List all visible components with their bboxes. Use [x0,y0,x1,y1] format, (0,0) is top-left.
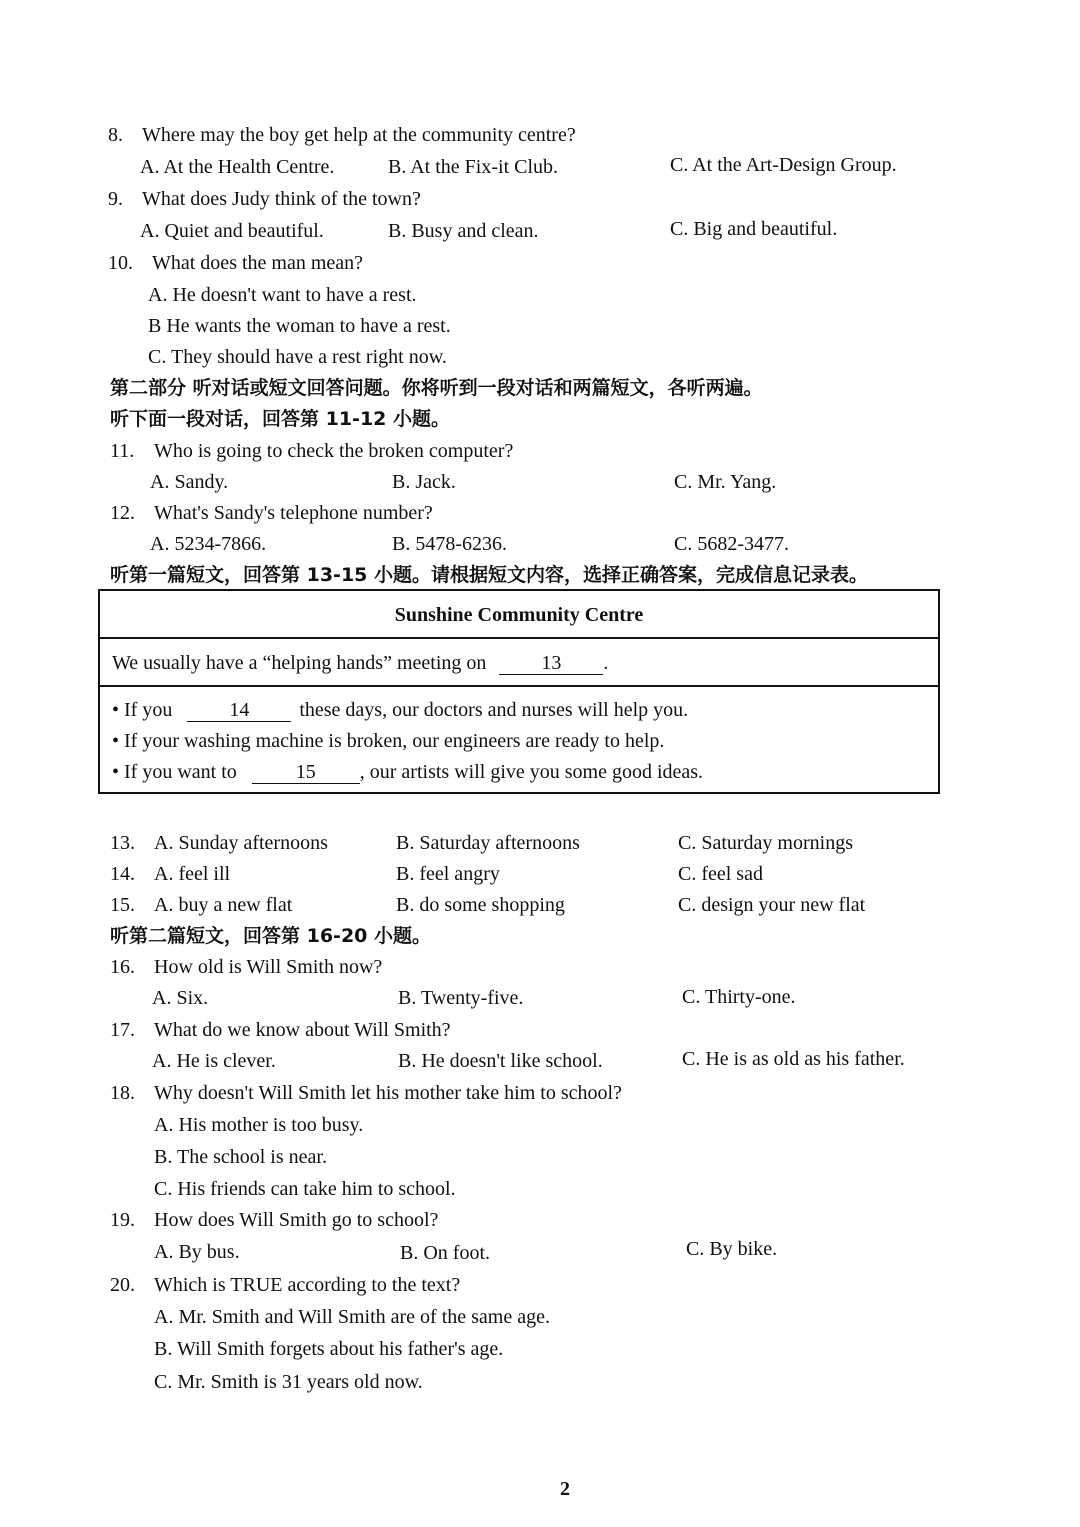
q18-option-a[interactable]: A. His mother is too busy. [154,1114,364,1136]
question-11: 11. Who is going to check the broken computer? [110,440,514,462]
q13-option-c[interactable]: C. Saturday mornings [678,832,853,854]
q13-option-b[interactable]: B. Saturday afternoons [396,832,580,854]
q14-option-c[interactable]: C. feel sad [678,863,763,885]
question-12: 12. What's Sandy's telephone number? [110,502,433,524]
q8-option-a[interactable]: A. At the Health Centre. [140,156,335,178]
q18-option-c[interactable]: C. His friends can take him to school. [154,1178,456,1200]
q17-option-b[interactable]: B. He doesn't like school. [398,1050,603,1072]
question-16: 16. How old is Will Smith now? [110,956,383,978]
q13-option-a[interactable]: A. Sunday afternoons [154,832,328,854]
table-bullets [100,687,938,792]
table-title: Sunshine Community Centre [100,591,938,639]
bullet-line-2: • If your washing machine is broken, our engineers are ready to help. [112,730,665,752]
q9-option-c[interactable]: C. Big and beautiful. [670,218,838,240]
q20-option-c[interactable]: C. Mr. Smith is 31 years old now. [154,1371,423,1393]
q19-option-b[interactable]: B. On foot. [400,1242,490,1264]
q18-option-b[interactable]: B. The school is near. [154,1146,327,1168]
q12-option-b[interactable]: B. 5478-6236. [392,533,507,555]
question-18: 18. Why doesn't Will Smith let his mother take him to school? [110,1082,622,1104]
q20-option-a[interactable]: A. Mr. Smith and Will Smith are of the same age. [154,1306,550,1328]
q8-option-c[interactable]: C. At the Art-Design Group. [670,154,897,176]
question-14: 14. [110,863,135,885]
q15-option-b[interactable]: B. do some shopping [396,894,565,916]
q11-option-a[interactable]: A. Sandy. [150,471,229,493]
question-15: 15. [110,894,135,916]
passage-2-instruction: 听第二篇短文，回答第 16-20 小题。 [110,925,431,947]
dialogue-instruction: 听下面一段对话，回答第 11-12 小题。 [110,408,450,430]
q15-option-a[interactable]: A. buy a new flat [154,894,293,916]
q14-option-a[interactable]: A. feel ill [154,863,231,885]
q8-option-b[interactable]: B. At the Fix-it Club. [388,156,559,178]
question-17: 17. What do we know about Will Smith? [110,1019,451,1041]
question-20: 20. Which is TRUE according to the text? [110,1274,461,1296]
section-2-heading: 第二部分 听对话或短文回答问题。你将听到一段对话和两篇短文，各听两遍。 [110,377,763,399]
q9-option-b[interactable]: B. Busy and clean. [388,220,539,242]
blank-14[interactable]: 14 [187,699,291,722]
info-record-table [98,589,940,794]
q17-option-c[interactable]: C. He is as old as his father. [682,1048,905,1070]
q9-option-a[interactable]: A. Quiet and beautiful. [140,220,324,242]
q10-option-a[interactable]: A. He doesn't want to have a rest. [148,284,417,306]
q10-option-b[interactable]: B He wants the woman to have a rest. [148,315,451,337]
blank-15[interactable]: 15 [252,761,360,784]
passage-1-instruction: 听第一篇短文，回答第 13-15 小题。请根据短文内容，选择正确答案，完成信息记录表。 [110,564,868,586]
question-13: 13. [110,832,135,854]
question-9: 9. What does Judy think of the town? [108,188,421,210]
page-number: 2 [560,1478,570,1500]
question-19: 19. How does Will Smith go to school? [110,1209,439,1231]
q16-option-b[interactable]: B. Twenty-five. [398,987,524,1009]
question-8: 8. Where may the boy get help at the community centre? [108,124,576,146]
q11-option-b[interactable]: B. Jack. [392,471,456,493]
q16-option-c[interactable]: C. Thirty-one. [682,986,796,1008]
q19-option-c[interactable]: C. By bike. [686,1238,778,1260]
q10-option-c[interactable]: C. They should have a rest right now. [148,346,447,368]
q19-option-a[interactable]: A. By bus. [154,1241,240,1263]
blank-13[interactable]: 13 [499,652,603,675]
table-meeting-row: We usually have a “helping hands” meeting on 13 . [100,639,938,687]
q12-option-a[interactable]: A. 5234-7866. [150,533,267,555]
q14-option-b[interactable]: B. feel angry [396,863,500,885]
q17-option-a[interactable]: A. He is clever. [152,1050,276,1072]
q16-option-a[interactable]: A. Six. [152,987,209,1009]
bullet-line-3: • If you want to 15 , our artists will give you some good ideas. [112,761,704,783]
q20-option-b[interactable]: B. Will Smith forgets about his father's age. [154,1338,504,1360]
bullet-line-1: • If you 14 these days, our doctors and nurses will help you. [112,699,689,721]
question-10: 10. What does the man mean? [108,252,364,274]
q15-option-c[interactable]: C. design your new flat [678,894,866,916]
q11-option-c[interactable]: C. Mr. Yang. [674,471,777,493]
q12-option-c[interactable]: C. 5682-3477. [674,533,789,555]
